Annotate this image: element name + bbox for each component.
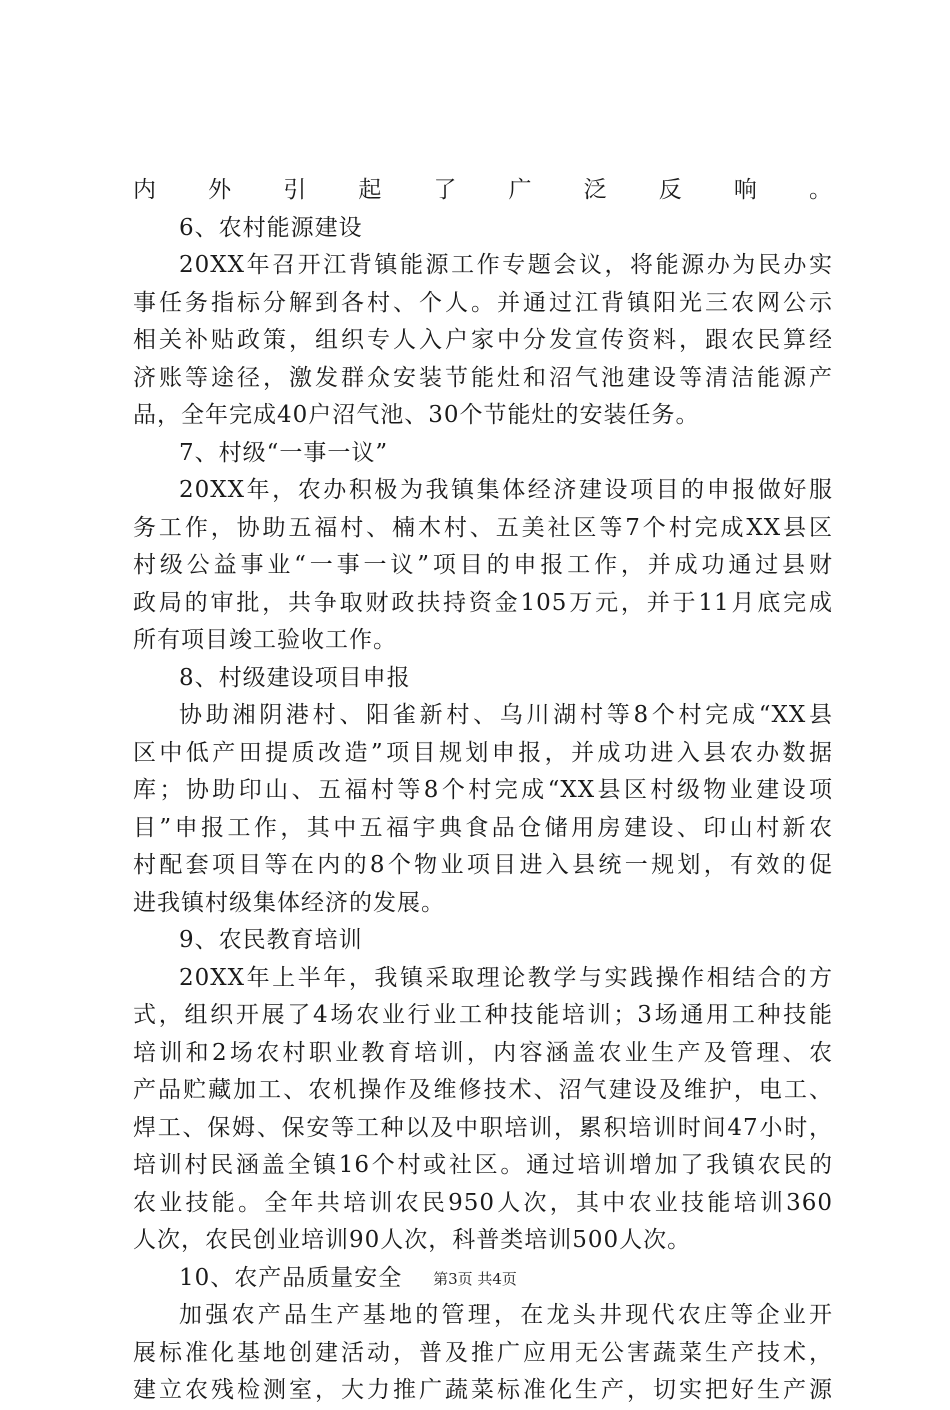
document-body [133,172,833,1410]
section-heading: 8、村级建设项目申报 [179,664,411,691]
paragraph-line: 人次，农民创业培训90人次，科普类培训500人次。 [133,1227,692,1253]
paragraph-line: 事任务指标分解到各村、个人。并通过江背镇阳光三农网公示 [133,289,833,316]
paragraph-line: 20XX年召开江背镇能源工作专题会议，将能源办为民办实 [179,252,833,278]
paragraph-line: 加强农产品生产基地的管理，在龙头井现代农庄等企业开 [179,1302,833,1328]
paragraph-line: 政局的审批，共争取财政扶持资金105万元，并于11月底完成 [133,589,833,616]
section-heading: 6、农村能源建设 [179,214,363,241]
paragraph-line: 村级公益事业“一事一议”项目的申报工作，并成功通过县财 [133,552,833,578]
paragraph-line: 内外引起了广泛反响。 [133,177,833,203]
paragraph-line: 进我镇村级集体经济的发展。 [133,889,445,916]
paragraph-line: 培训村民涵盖全镇16个村或社区。通过培训增加了我镇农民的 [133,1152,833,1178]
paragraph-line: 村配套项目等在内的8个物业项目进入县统一规划，有效的促 [133,852,833,878]
paragraph-line: 20XX年上半年，我镇采取理论教学与实践操作相结合的方 [179,964,833,991]
paragraph-line: 品，全年完成40户沼气池、30个节能灶的安装任务。 [133,402,700,428]
page-footer: 第3页 共4页 [433,1270,517,1288]
paragraph-line: 式，组织开展了4场农业行业工种技能培训；3场通用工种技能 [133,1002,833,1028]
paragraph-line: 建立农残检测室，大力推广蔬菜标准化生产，切实把好生产源 [133,1377,833,1403]
section-heading: 7、村级“一事一议” [179,439,389,466]
paragraph-line: 培训和2场农村职业教育培训，内容涵盖农业生产及管理、农 [133,1039,833,1066]
paragraph-line: 库；协助印山、五福村等8个村完成“XX县区村级物业建设项 [133,777,833,803]
section-heading: 9、农民教育培训 [179,927,363,953]
paragraph-line: 相关补贴政策，组织专人入户家中分发宣传资料，跟农民算经 [133,327,833,353]
paragraph-line: 协助湘阴港村、阳雀新村、乌川湖村等8个村完成“XX县 [179,702,833,728]
paragraph-line: 焊工、保姆、保安等工种以及中职培训，累积培训时间47小时， [133,1114,833,1141]
paragraph-line: 农业技能。全年共培训农民950人次，其中农业技能培训360 [133,1189,833,1216]
section-heading: 10、农产品质量安全 [179,1264,403,1291]
paragraph-line: 20XX年，农办积极为我镇集体经济建设项目的申报做好服 [179,477,833,503]
paragraph-line: 区中低产田提质改造”项目规划申报，并成功进入县农办数据 [133,739,833,766]
paragraph-line: 展标准化基地创建活动，普及推广应用无公害蔬菜生产技术， [133,1339,833,1366]
paragraph-line: 所有项目竣工验收工作。 [133,627,397,653]
paragraph-line: 务工作，协助五福村、楠木村、五美社区等7个村完成XX县区 [133,514,833,541]
paragraph-line: 产品贮藏加工、农机操作及维修技术、沼气建设及维护，电工、 [133,1077,833,1103]
paragraph-line: 目”申报工作，其中五福宇典食品仓储用房建设、印山村新农 [133,814,833,841]
paragraph-line: 济账等途径，激发群众安装节能灶和沼气池建设等清洁能源产 [133,364,833,391]
